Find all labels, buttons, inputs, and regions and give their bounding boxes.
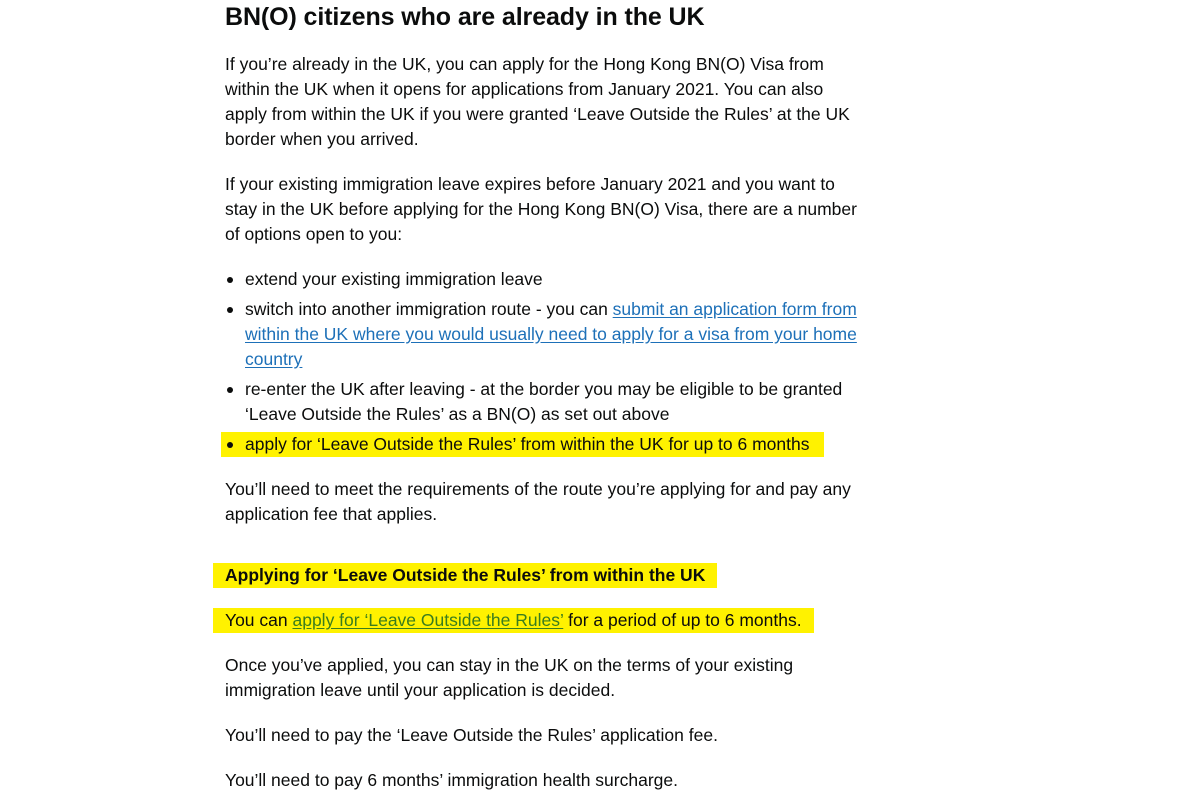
list-item-highlighted [221,432,824,457]
fee-paragraph: You’ll need to pay the ‘Leave Outside the Rules’ application fee. [225,725,718,745]
surcharge-paragraph: You’ll need to pay 6 months’ immigration health surcharge. [225,770,678,790]
subsection-heading [225,563,865,588]
leave-outside-rules-link[interactable]: apply for ‘Leave Outside the Rules’ [292,610,564,630]
section-heading: BN(O) citizens who are already in the UK [225,3,705,31]
options-list [225,267,865,462]
list-item-text: re-enter the UK after leaving - at the border you may be eligible to be granted ‘Leave Outside the Rules’ as a BN(O) as set out above [245,379,843,424]
list-item-text: extend your existing immigration leave [245,269,543,289]
apply-suffix: for a period of up to 6 months. [563,610,802,630]
options-intro-paragraph: If your existing immigration leave expires before January 2021 and you want to stay in the UK before applying for the Hong Kong BN(O) Visa, there are a number of options open to you: [225,174,857,244]
list-item-text: switch into another immigration route - you can [245,299,613,319]
intro-paragraph: If you’re already in the UK, you can apply for the Hong Kong BN(O) Visa from within the UK when it opens for applications from January 2021. You can also apply from within the UK if you were granted ‘Leave Outside the Rules’ at the UK border when you arrived. [225,54,850,149]
list-item-text: apply for ‘Leave Outside the Rules’ from within the UK for up to 6 months [245,434,810,454]
list-item [225,377,865,427]
apply-prefix: You can [225,610,293,630]
subsection-heading-text: Applying for ‘Leave Outside the Rules’ from within the UK [213,563,717,588]
requirements-paragraph: You’ll need to meet the requirements of the route you’re applying for and pay any application fee that applies. [225,479,851,524]
application-form-link[interactable]: submit an application form from within the UK where you would usually need to apply for a visa from your home country [245,299,857,369]
list-item [225,297,865,372]
main-content [225,0,865,793]
stay-paragraph: Once you’ve applied, you can stay in the UK on the terms of your existing immigration leave until your application is decided. [225,655,794,700]
apply-paragraph-highlight [213,608,814,633]
apply-paragraph [225,608,865,633]
list-item [225,267,865,292]
